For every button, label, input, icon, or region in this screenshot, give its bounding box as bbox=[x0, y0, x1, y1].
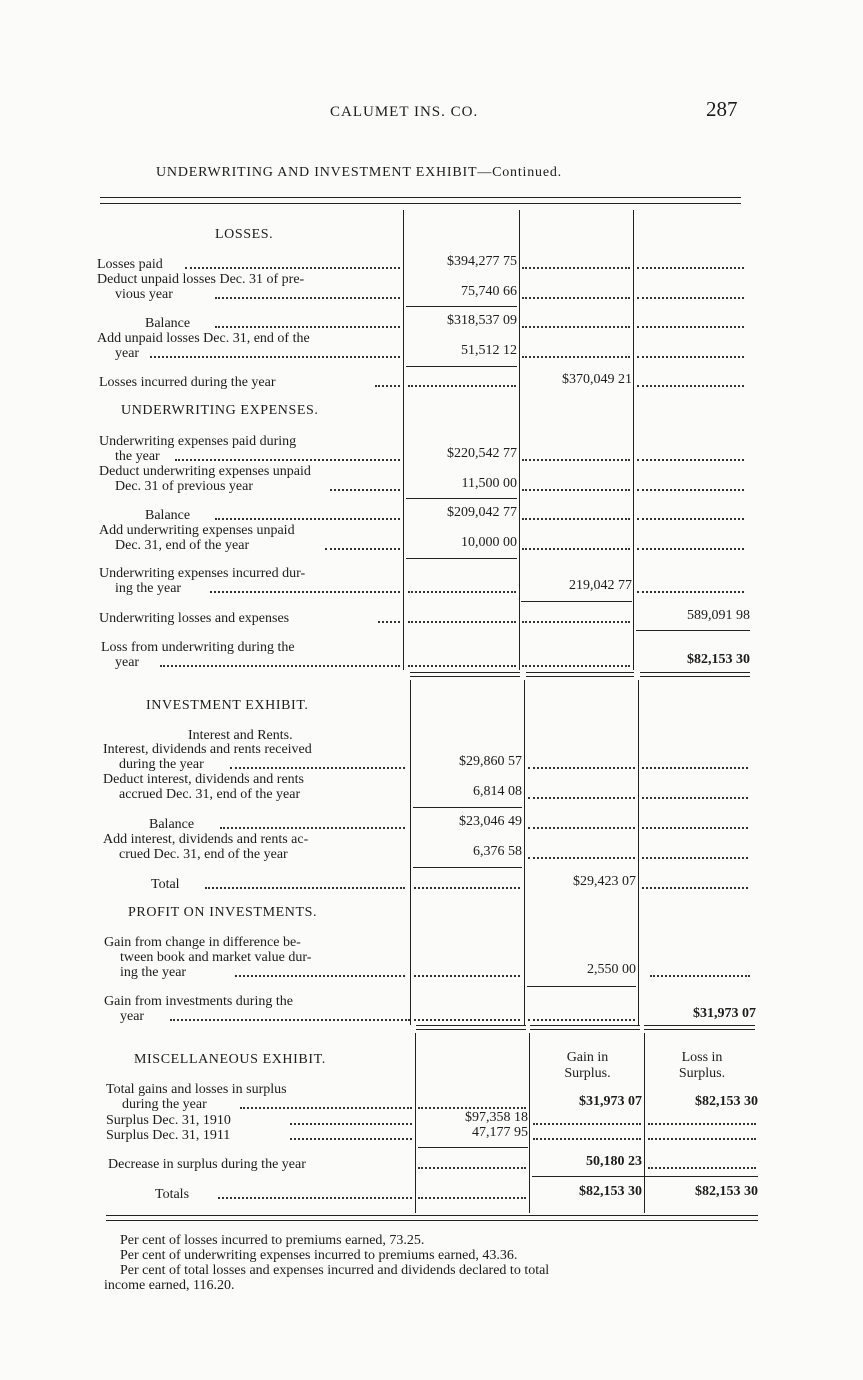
leader-dots bbox=[175, 459, 400, 461]
leader-dots bbox=[414, 975, 520, 977]
interest-received-label-2: during the year bbox=[119, 757, 204, 772]
footnote-total-pct-2: income earned, 116.20. bbox=[104, 1278, 235, 1293]
leader-dots bbox=[185, 267, 400, 269]
leader-dots bbox=[522, 459, 630, 461]
leader-dots bbox=[637, 356, 744, 358]
gain-change-label: Gain from change in difference be- bbox=[104, 935, 301, 950]
deduct-unpaid-losses-label-2: vious year bbox=[115, 287, 173, 302]
leader-dots bbox=[522, 267, 630, 269]
leader-dots bbox=[325, 548, 400, 550]
uw-deduct-unpaid-label: Deduct underwriting expenses unpaid bbox=[99, 464, 311, 479]
top-rule-2 bbox=[100, 203, 741, 204]
loss-from-uw-label-2: year bbox=[115, 655, 140, 670]
deduct-accrued-label-2: accrued Dec. 31, end of the year bbox=[119, 787, 301, 802]
col-head-gain bbox=[531, 1050, 644, 1082]
leader-dots bbox=[230, 767, 405, 769]
leader-dots bbox=[522, 518, 630, 520]
uw-add-unpaid-label: Add underwriting expenses unpaid bbox=[99, 523, 295, 538]
col-divider-1c bbox=[415, 1033, 416, 1213]
add-accrued-label-2: crued Dec. 31, end of the year bbox=[119, 847, 288, 862]
leader-dots bbox=[215, 518, 400, 520]
double-rule bbox=[644, 1025, 755, 1030]
leader-dots bbox=[650, 975, 750, 977]
col-head-loss bbox=[646, 1050, 758, 1082]
sum-rule bbox=[406, 558, 517, 559]
uw-expenses-heading: UNDERWRITING EXPENSES. bbox=[121, 403, 319, 418]
surplus-1911-value: 47,177 95 bbox=[472, 1125, 528, 1140]
bottom-rule-2 bbox=[106, 1220, 758, 1221]
footnote-uw-expenses-pct: Per cent of underwriting expenses incurred to premiums earned, 43.36. bbox=[120, 1248, 518, 1263]
deduct-unpaid-losses-label: Deduct unpaid losses Dec. 31 of pre- bbox=[97, 272, 305, 287]
leader-dots bbox=[215, 297, 400, 299]
top-rule bbox=[100, 197, 741, 198]
leader-dots bbox=[522, 489, 630, 491]
gain-investments-label-2: year bbox=[120, 1009, 145, 1024]
loss-from-uw-value: $82,153 30 bbox=[687, 652, 750, 667]
leader-dots bbox=[408, 591, 516, 593]
leader-dots bbox=[528, 827, 635, 829]
misc-heading: MISCELLANEOUS EXHIBIT. bbox=[134, 1052, 326, 1067]
leader-dots bbox=[408, 665, 516, 667]
leader-dots bbox=[648, 1167, 756, 1169]
col-divider-1b bbox=[410, 680, 411, 1025]
leader-dots bbox=[648, 1138, 756, 1140]
uw-deduct-unpaid-label-2: Dec. 31 of previous year bbox=[115, 479, 254, 494]
total-gains-loss-value: $82,153 30 bbox=[695, 1094, 758, 1109]
col-head-loss-line2: Surplus. bbox=[678, 1066, 726, 1081]
interest-balance-value: $23,046 49 bbox=[459, 814, 522, 829]
uw-incurred-label-2: ing the year bbox=[115, 581, 182, 596]
add-accrued-value: 6,376 58 bbox=[473, 844, 522, 859]
sum-rule bbox=[406, 366, 517, 367]
leader-dots bbox=[642, 827, 748, 829]
losses-paid-label: Losses paid bbox=[97, 257, 163, 272]
leader-dots bbox=[522, 297, 630, 299]
sum-rule bbox=[636, 630, 750, 631]
leader-dots bbox=[330, 489, 400, 491]
leader-dots bbox=[375, 385, 400, 387]
sum-rule bbox=[527, 986, 636, 987]
gain-change-value: 2,550 00 bbox=[587, 962, 636, 977]
leader-dots bbox=[637, 548, 744, 550]
leader-dots bbox=[637, 385, 744, 387]
double-rule bbox=[410, 672, 520, 677]
col-divider-3 bbox=[633, 210, 634, 670]
leader-dots bbox=[637, 518, 744, 520]
sum-rule bbox=[418, 1147, 528, 1148]
losses-incurred-value: $370,049 21 bbox=[562, 372, 632, 387]
leader-dots bbox=[528, 1019, 635, 1021]
leader-dots bbox=[290, 1138, 412, 1140]
leader-dots bbox=[528, 767, 635, 769]
leader-dots bbox=[637, 459, 744, 461]
sum-rule bbox=[406, 498, 517, 499]
investment-heading: INVESTMENT EXHIBIT. bbox=[146, 698, 309, 713]
col-head-gain-line2: Surplus. bbox=[564, 1066, 611, 1081]
losses-incurred-label: Losses incurred during the year bbox=[99, 375, 276, 390]
double-rule bbox=[416, 1025, 526, 1030]
leader-dots bbox=[170, 1019, 410, 1021]
deduct-accrued-label: Deduct interest, dividends and rents bbox=[103, 772, 305, 787]
gain-investments-value: $31,973 07 bbox=[693, 1006, 756, 1021]
totals-gain-value: $82,153 30 bbox=[579, 1184, 642, 1199]
leader-dots bbox=[215, 326, 400, 328]
uw-balance-label: Balance bbox=[145, 508, 191, 523]
add-unpaid-losses-label-2: year bbox=[115, 346, 140, 361]
leader-dots bbox=[637, 489, 744, 491]
interest-balance-label: Balance bbox=[149, 817, 195, 832]
sum-rule bbox=[406, 306, 517, 307]
gain-change-label-3: ing the year bbox=[120, 965, 187, 980]
leader-dots bbox=[522, 621, 630, 623]
leader-dots bbox=[414, 1019, 520, 1021]
running-head: CALUMET INS. CO. bbox=[330, 104, 479, 120]
leader-dots bbox=[150, 356, 400, 358]
losses-paid-value: $394,277 75 bbox=[447, 254, 517, 269]
leader-dots bbox=[637, 267, 744, 269]
col-divider-2c bbox=[529, 1033, 530, 1213]
leader-dots bbox=[205, 887, 405, 889]
leader-dots bbox=[218, 1197, 412, 1199]
uw-losses-expenses-value: 589,091 98 bbox=[687, 608, 750, 623]
interest-received-label: Interest, dividends and rents received bbox=[103, 742, 312, 757]
col-divider-2b bbox=[524, 680, 525, 1025]
leader-dots bbox=[235, 975, 405, 977]
leader-dots bbox=[533, 1123, 641, 1125]
leader-dots bbox=[642, 887, 748, 889]
interest-rents-subheading: Interest and Rents. bbox=[188, 728, 293, 743]
col-divider-2 bbox=[519, 210, 520, 670]
footnote-losses-pct: Per cent of losses incurred to premiums earned, 73.25. bbox=[120, 1233, 425, 1248]
total-gains-gain-value: $31,973 07 bbox=[579, 1094, 642, 1109]
leader-dots bbox=[210, 591, 400, 593]
col-divider-1 bbox=[403, 210, 404, 670]
leader-dots bbox=[637, 326, 744, 328]
leader-dots bbox=[642, 797, 748, 799]
leader-dots bbox=[408, 385, 516, 387]
uw-incurred-label: Underwriting expenses incurred dur- bbox=[99, 566, 306, 581]
leader-dots bbox=[220, 827, 405, 829]
footnote-total-pct: Per cent of total losses and expenses incurred and dividends declared to total bbox=[120, 1263, 550, 1278]
total-gains-label: Total gains and losses in surplus bbox=[106, 1082, 287, 1097]
col-divider-3c bbox=[644, 1033, 645, 1213]
totals-label: Totals bbox=[155, 1187, 190, 1202]
add-unpaid-losses-value: 51,512 12 bbox=[461, 343, 517, 358]
uw-add-unpaid-label-2: Dec. 31, end of the year bbox=[115, 538, 250, 553]
total-gains-label-2: during the year bbox=[122, 1097, 207, 1112]
sum-rule bbox=[413, 867, 522, 868]
leader-dots bbox=[648, 1123, 756, 1125]
uw-paid-label-2: the year bbox=[115, 449, 160, 464]
leader-dots bbox=[528, 797, 635, 799]
leader-dots bbox=[240, 1107, 412, 1109]
profit-heading: PROFIT ON INVESTMENTS. bbox=[128, 905, 318, 920]
surplus-1911-label: Surplus Dec. 31, 1911 bbox=[106, 1128, 231, 1143]
col-head-loss-line1: Loss in bbox=[681, 1050, 723, 1065]
totals-loss-value: $82,153 30 bbox=[695, 1184, 758, 1199]
uw-paid-label: Underwriting expenses paid during bbox=[99, 434, 297, 449]
sum-rule bbox=[413, 807, 522, 808]
leader-dots bbox=[522, 356, 630, 358]
double-rule bbox=[526, 672, 634, 677]
exhibit-title: UNDERWRITING AND INVESTMENT EXHIBIT—Continued. bbox=[156, 165, 562, 180]
leader-dots bbox=[533, 1138, 641, 1140]
interest-received-value: $29,860 57 bbox=[459, 754, 522, 769]
leader-dots bbox=[642, 767, 748, 769]
losses-balance-label: Balance bbox=[145, 316, 191, 331]
leader-dots bbox=[637, 591, 744, 593]
deduct-accrued-value: 6,814 08 bbox=[473, 784, 522, 799]
uw-losses-expenses-label: Underwriting losses and expenses bbox=[99, 611, 290, 626]
leader-dots bbox=[522, 548, 630, 550]
decrease-surplus-value: 50,180 23 bbox=[586, 1154, 642, 1169]
double-rule bbox=[640, 672, 750, 677]
losses-balance-value: $318,537 09 bbox=[447, 313, 517, 328]
bottom-rule bbox=[106, 1215, 758, 1216]
leader-dots bbox=[522, 326, 630, 328]
deduct-unpaid-losses-value: 75,740 66 bbox=[461, 284, 517, 299]
uw-balance-value: $209,042 77 bbox=[447, 505, 517, 520]
leader-dots bbox=[528, 857, 635, 859]
interest-total-value: $29,423 07 bbox=[573, 874, 636, 889]
uw-paid-value: $220,542 77 bbox=[447, 446, 517, 461]
sum-rule bbox=[521, 601, 632, 602]
add-unpaid-losses-label: Add unpaid losses Dec. 31, end of the bbox=[97, 331, 310, 346]
loss-from-uw-label: Loss from underwriting during the bbox=[101, 640, 295, 655]
leader-dots bbox=[378, 621, 400, 623]
decrease-surplus-label: Decrease in surplus during the year bbox=[108, 1157, 306, 1172]
uw-deduct-unpaid-value: 11,500 00 bbox=[461, 476, 517, 491]
gain-investments-label: Gain from investments during the bbox=[104, 994, 293, 1009]
leader-dots bbox=[642, 857, 748, 859]
uw-incurred-value: 219,042 77 bbox=[569, 578, 632, 593]
page-number: 287 bbox=[706, 97, 738, 121]
leader-dots bbox=[637, 297, 744, 299]
double-rule bbox=[530, 1025, 640, 1030]
surplus-1910-value: $97,358 18 bbox=[465, 1110, 528, 1125]
leader-dots bbox=[418, 1197, 526, 1199]
leader-dots bbox=[414, 887, 520, 889]
col-head-gain-line1: Gain in bbox=[566, 1050, 609, 1065]
uw-add-unpaid-value: 10,000 00 bbox=[461, 535, 517, 550]
sum-rule bbox=[532, 1176, 758, 1177]
leader-dots bbox=[160, 665, 400, 667]
interest-total-label: Total bbox=[151, 877, 180, 892]
col-divider-3b bbox=[638, 680, 639, 1025]
gain-change-label-2: tween book and market value dur- bbox=[120, 950, 312, 965]
losses-heading: LOSSES. bbox=[215, 227, 274, 242]
leader-dots bbox=[418, 1107, 526, 1109]
add-accrued-label: Add interest, dividends and rents ac- bbox=[103, 832, 309, 847]
leader-dots bbox=[290, 1123, 412, 1125]
leader-dots bbox=[522, 665, 630, 667]
surplus-1910-label: Surplus Dec. 31, 1910 bbox=[106, 1113, 231, 1128]
leader-dots bbox=[418, 1167, 526, 1169]
leader-dots bbox=[408, 621, 516, 623]
